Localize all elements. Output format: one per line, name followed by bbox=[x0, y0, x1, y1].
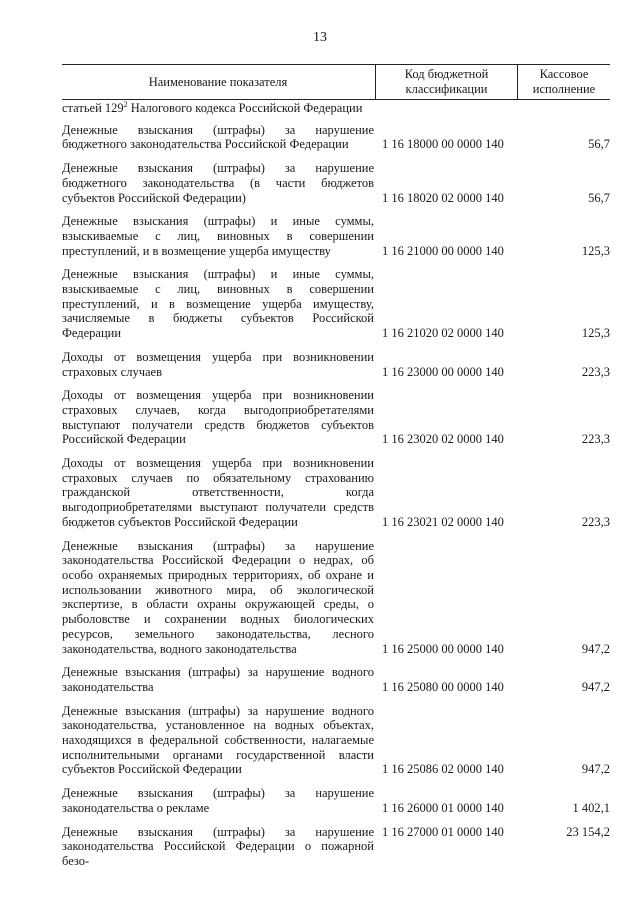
table-row bbox=[62, 388, 610, 447]
indicator-name: Денежные взыскания (штрафы) за нарушение бюджетного законодательства (в части бюджетов субъектов Российской Федерации) bbox=[62, 161, 374, 205]
table-row bbox=[62, 161, 610, 205]
budget-code: 1 16 21020 02 0000 140 bbox=[382, 326, 504, 341]
indicator-name: Денежные взыскания (штрафы) за нарушение бюджетного законодательства Российской Федерации bbox=[62, 122, 374, 152]
cash-execution-amount: 947,2 bbox=[581, 641, 610, 656]
page-number: 13 bbox=[313, 30, 327, 45]
continuation-text-after: Налогового кодекса Российской Федерации bbox=[127, 101, 363, 115]
budget-code: 1 16 23020 02 0000 140 bbox=[382, 432, 504, 447]
indicator-name: Денежные взыскания (штрафы) за нарушение водного законодательства bbox=[62, 665, 374, 694]
table-row bbox=[62, 456, 610, 530]
table-row bbox=[62, 350, 610, 379]
indicator-name: Денежные взыскания (штрафы) за нарушение законодательства Российской Федерации о недрах, об особо охраняемых природных территориях, об охране и использовании животного мира, об экологической экспертизе, в области охраны окружающей среды, о рыболовстве и сохранении водных биологических ресурсов, земельного законодательства, лесного законодательства, водного законодательства bbox=[62, 538, 374, 656]
cash-execution-amount: 223,3 bbox=[581, 432, 610, 447]
table-row-continuation bbox=[62, 101, 610, 116]
budget-code: 1 16 21000 00 0000 140 bbox=[382, 243, 504, 258]
cash-execution-amount: 56,7 bbox=[588, 137, 610, 152]
cash-execution-amount: 1 402,1 bbox=[572, 800, 610, 815]
cash-execution-amount: 223,3 bbox=[581, 364, 610, 379]
budget-code: 1 16 23021 02 0000 140 bbox=[382, 514, 504, 529]
budget-code: 1 16 18020 02 0000 140 bbox=[382, 190, 504, 205]
header-name: Наименование показателя bbox=[148, 74, 288, 89]
table-body bbox=[62, 101, 610, 878]
budget-code: 1 16 25000 00 0000 140 bbox=[382, 641, 504, 656]
cash-execution-amount: 125,3 bbox=[581, 243, 610, 258]
cash-execution-amount: 947,2 bbox=[581, 762, 610, 777]
indicator-name: Денежные взыскания (штрафы) за нарушение законодательства Российской Федерации о пожарной безо- bbox=[62, 824, 374, 868]
continuation-text bbox=[62, 101, 374, 116]
table-row bbox=[62, 704, 610, 778]
indicator-name: Доходы от возмещения ущерба при возникновении страховых случаев, когда выгодоприобретателями выступают получатели средств бюджетов субъектов Российской Федерации bbox=[62, 388, 374, 447]
indicator-name: Доходы от возмещения ущерба при возникновении страховых случаев bbox=[62, 349, 374, 379]
budget-code: 1 16 25080 00 0000 140 bbox=[382, 679, 504, 694]
header-amount: Кассовое исполнение bbox=[517, 65, 610, 99]
cash-execution-amount: 23 154,2 bbox=[566, 824, 610, 839]
table-row bbox=[62, 825, 610, 869]
budget-code: 1 16 18000 00 0000 140 bbox=[382, 137, 504, 152]
table-row bbox=[62, 267, 610, 341]
indicator-name: Доходы от возмещения ущерба при возникновении страховых случаев по обязательному страхованию гражданской ответственности, когда выгодоприобретателями выступают получатели средств бюджетов субъектов Российской Федерации bbox=[62, 456, 374, 529]
indicator-name: Денежные взыскания (штрафы) за нарушение законодательства о рекламе bbox=[62, 786, 374, 815]
budget-code: 1 16 25086 02 0000 140 bbox=[382, 762, 504, 777]
indicator-name: Денежные взыскания (штрафы) и иные суммы, взыскиваемые с лиц, виновных в совершении преступлений, и в возмещение ущерба имуществу, зачисляемые в бюджеты субъектов Российской Федерации bbox=[62, 267, 374, 341]
continuation-superscript: 2 bbox=[123, 99, 128, 109]
budget-code: 1 16 27000 01 0000 140 bbox=[382, 824, 504, 839]
table-row bbox=[62, 539, 610, 657]
indicator-name: Денежные взыскания (штрафы) и иные суммы, взыскиваемые с лиц, виновных в совершении преступлений, и в возмещение ущерба имуществу bbox=[62, 214, 374, 258]
table-row bbox=[62, 665, 610, 694]
continuation-text-before: статьей 129 bbox=[62, 101, 124, 115]
header-code: Код бюджетной классификации bbox=[375, 65, 517, 99]
indicator-name: Денежные взыскания (штрафы) за нарушение водного законодательства, установленное на водных объектах, находящихся в федеральной собственности, налагаемые исполнительными органами государственной власти субъектов Российской Федерации bbox=[62, 703, 374, 777]
budget-code: 1 16 23000 00 0000 140 bbox=[382, 364, 504, 379]
cash-execution-amount: 125,3 bbox=[581, 326, 610, 341]
table-row bbox=[62, 123, 610, 152]
table-row bbox=[62, 786, 610, 815]
cash-execution-amount: 947,2 bbox=[581, 679, 610, 694]
cash-execution-amount: 56,7 bbox=[588, 190, 610, 205]
cash-execution-amount: 223,3 bbox=[581, 514, 610, 529]
budget-code: 1 16 26000 01 0000 140 bbox=[382, 800, 504, 815]
table-row bbox=[62, 214, 610, 258]
table-header bbox=[62, 64, 610, 100]
